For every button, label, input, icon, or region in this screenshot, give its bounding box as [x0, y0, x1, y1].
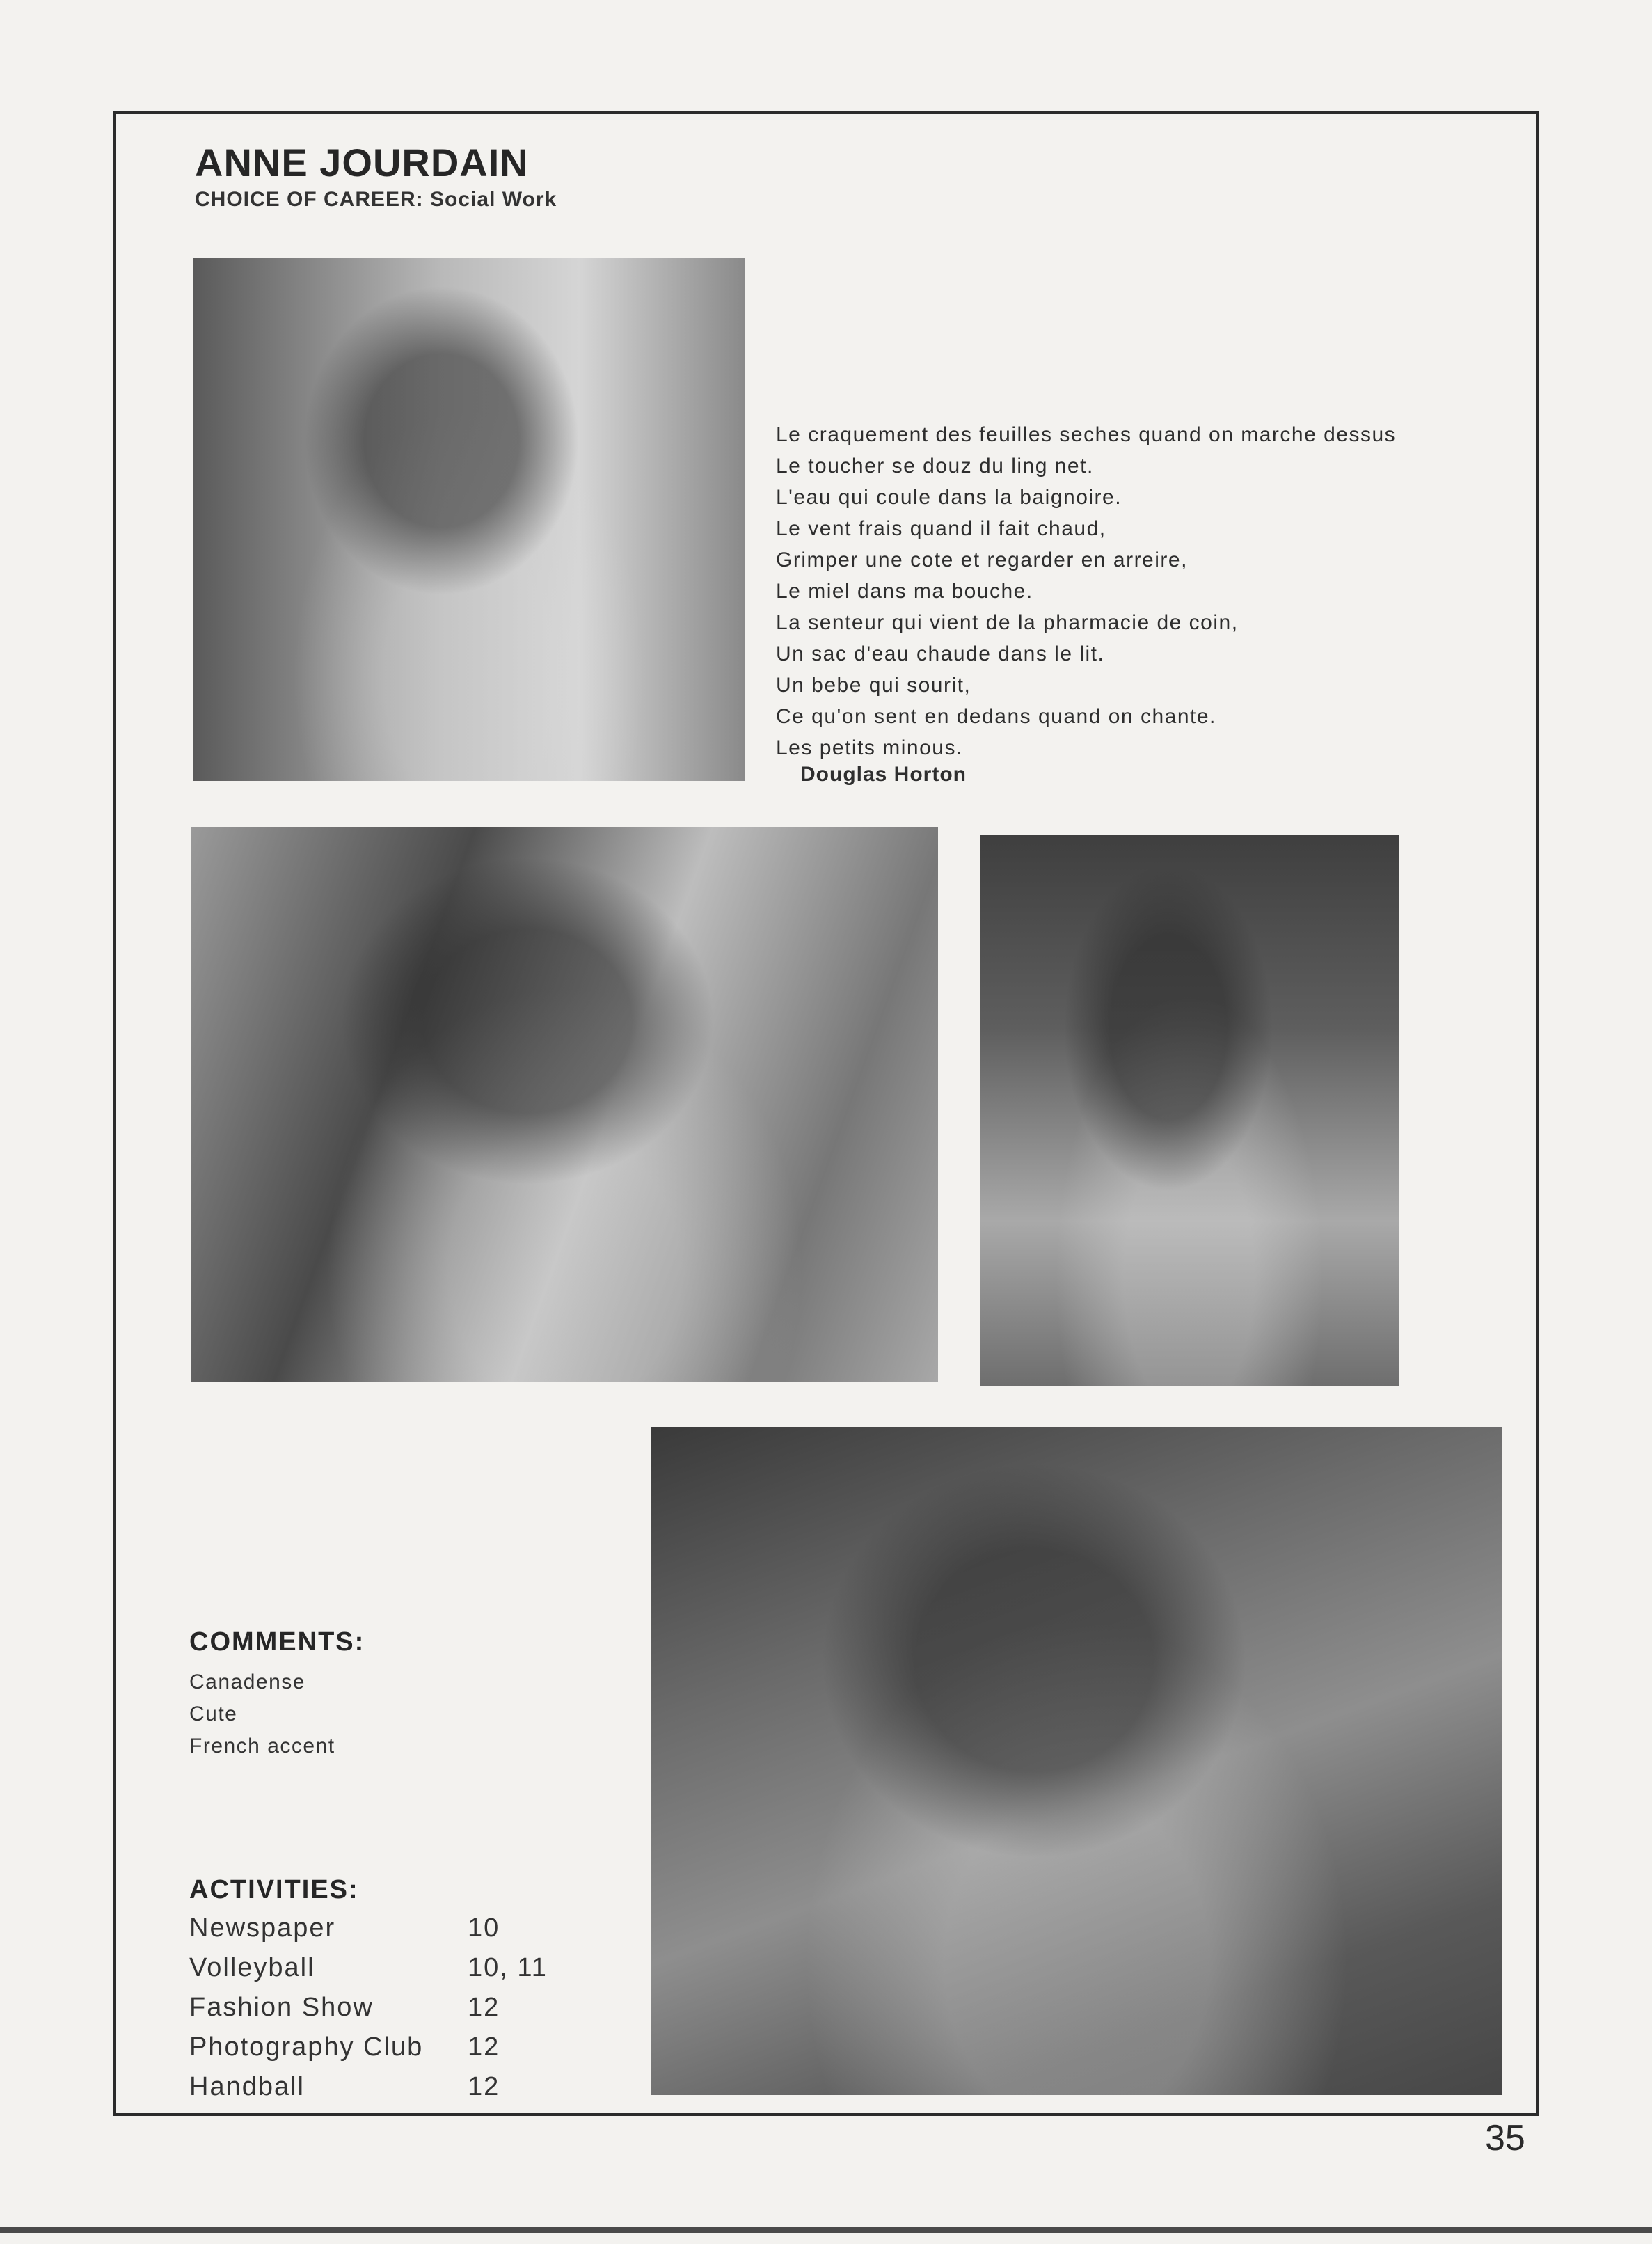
activity-name: Volleyball [189, 1953, 315, 1982]
poem-line: Le vent frais quand il fait chaud, [776, 517, 1106, 540]
activity-name: Handball [189, 2072, 305, 2101]
career-label: CHOICE OF CAREER: [195, 188, 424, 211]
career-line [195, 189, 557, 210]
activity-name: Photography Club [189, 2032, 424, 2062]
activity-name: Newspaper [189, 1913, 336, 1943]
activity-row [189, 1909, 548, 1948]
comment-item: Cute [189, 1702, 238, 1725]
poem-line: L'eau qui coule dans la baignoire. [776, 486, 1122, 509]
activity-row [189, 2028, 548, 2067]
activities-table [189, 1909, 548, 2107]
poem-line: Les petits minous. [776, 736, 963, 759]
poem [776, 419, 1396, 764]
poem-line: Ce qu'on sent en dedans quand on chante. [776, 705, 1216, 728]
portrait-photo [193, 258, 745, 781]
poem-line: Grimper une cote et regarder en arreire, [776, 548, 1188, 571]
comments-heading: COMMENTS: [189, 1627, 365, 1657]
activity-grades: 12 [468, 2032, 500, 2062]
comment-item: French accent [189, 1735, 335, 1757]
career-value: Social Work [430, 188, 557, 211]
poem-line: Le toucher se douz du ling net. [776, 455, 1094, 477]
page-number: 35 [1485, 2118, 1525, 2158]
activity-row [189, 2067, 548, 2107]
activity-name: Fashion Show [189, 1993, 374, 2022]
group-photo [191, 827, 938, 1382]
activities-heading: ACTIVITIES: [189, 1875, 359, 1904]
childhood-photo [980, 835, 1399, 1386]
outdoor-photo [651, 1427, 1502, 2095]
poem-line: Un bebe qui sourit, [776, 674, 971, 697]
activity-grades: 12 [468, 2072, 500, 2101]
poem-author: Douglas Horton [800, 763, 967, 786]
bottom-rule [0, 2227, 1652, 2233]
comment-item: Canadense [189, 1670, 305, 1693]
poem-line: Un sac d'eau chaude dans le lit. [776, 642, 1105, 665]
comments-list [189, 1666, 335, 1762]
activity-row [189, 1988, 548, 2028]
activity-grades: 12 [468, 1993, 500, 2022]
poem-line: La senteur qui vient de la pharmacie de coin, [776, 611, 1239, 634]
poem-line: Le craquement des feuilles seches quand on marche dessus [776, 423, 1397, 446]
poem-line: Le miel dans ma bouche. [776, 580, 1033, 603]
activity-grades: 10, 11 [468, 1953, 548, 1982]
activity-row [189, 1948, 548, 1988]
student-name: ANNE JOURDAIN [195, 141, 529, 184]
activity-grades: 10 [468, 1913, 500, 1943]
